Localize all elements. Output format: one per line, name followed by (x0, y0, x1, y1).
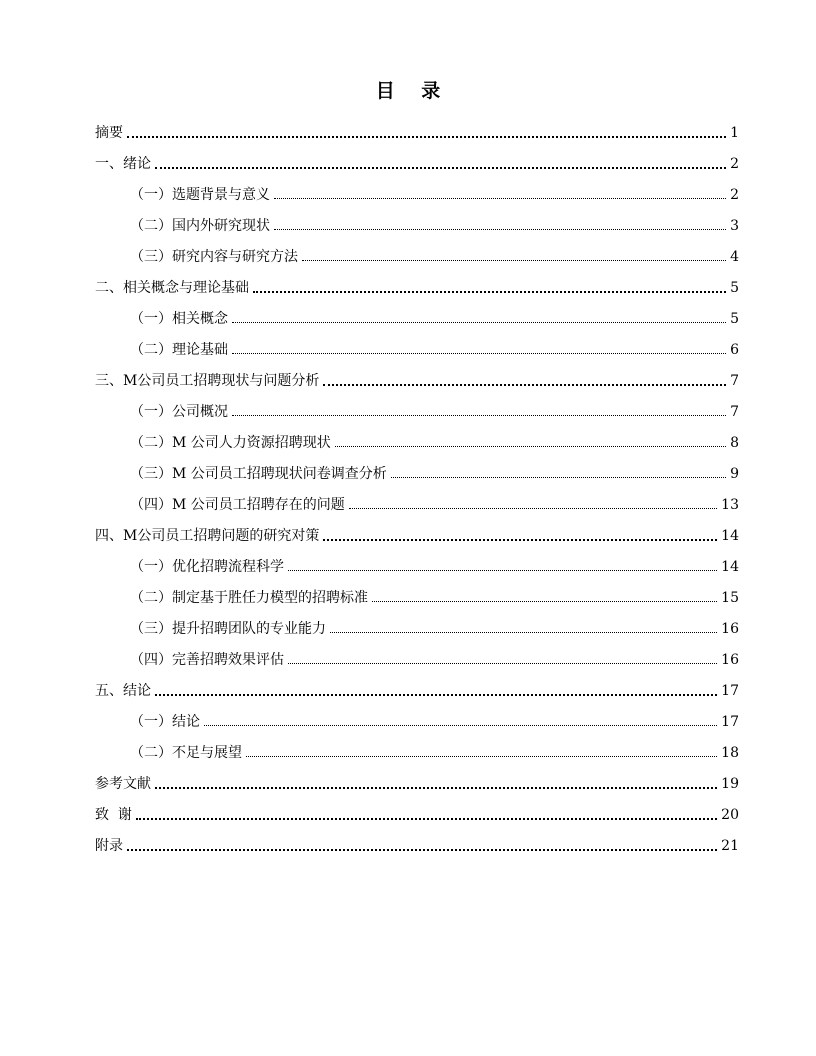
toc-entry-label: （一）结论 (130, 714, 200, 730)
toc-entry[interactable] (95, 765, 739, 796)
toc-entry-label: （二）M 公司人力资源招聘现状 (130, 435, 331, 451)
toc-entry-label: （一）选题背景与意义 (130, 187, 270, 203)
page-title: 目 录 (375, 80, 441, 102)
toc-entry-label: 一、绪论 (95, 156, 151, 172)
toc-entry[interactable] (95, 517, 739, 548)
toc-page-number: 6 (730, 342, 739, 358)
toc-entry[interactable] (95, 300, 739, 331)
toc-page-number: 7 (730, 404, 739, 420)
toc-page-number: 8 (730, 435, 739, 451)
dot-leader (136, 817, 717, 820)
toc-entry-label: （一）公司概况 (130, 404, 228, 420)
toc-entry-label: 四、M公司员工招聘问题的研究对策 (95, 528, 320, 544)
toc-entry-label: （二）制定基于胜任力模型的招聘标准 (130, 590, 368, 606)
toc-entry[interactable] (95, 796, 739, 827)
toc-entry-label: （一）相关概念 (130, 311, 228, 327)
toc-entry-label: （三）M 公司员工招聘现状问卷调查分析 (130, 466, 387, 482)
toc-entry-label: 致 谢 (95, 807, 132, 823)
dot-leader (330, 631, 717, 633)
dot-leader (335, 445, 726, 447)
toc-entry[interactable] (95, 455, 739, 486)
toc-entry-label: （二）理论基础 (130, 342, 228, 358)
toc-entry-label: （四）M 公司员工招聘存在的问题 (130, 497, 345, 513)
toc-page-number: 17 (721, 683, 739, 699)
toc-entry-label: （二）国内外研究现状 (130, 218, 270, 234)
toc-entry-label: （三）提升招聘团队的专业能力 (130, 621, 326, 637)
toc-entry[interactable] (95, 331, 739, 362)
toc-entry[interactable] (95, 610, 739, 641)
toc-page-number: 21 (721, 838, 739, 854)
dot-leader (288, 662, 717, 664)
toc-entry-label: 五、结论 (95, 683, 151, 699)
toc-page-number: 16 (721, 652, 739, 668)
dot-leader (204, 724, 717, 726)
toc-entry[interactable] (95, 579, 739, 610)
toc-entry-label: （一）优化招聘流程科学 (130, 559, 284, 575)
toc-entry[interactable] (95, 486, 739, 517)
toc-entry[interactable] (95, 734, 739, 765)
dot-leader (155, 786, 717, 789)
toc-entry[interactable] (95, 672, 739, 703)
dot-leader (391, 476, 726, 478)
table-of-contents (95, 114, 739, 858)
toc-entry[interactable] (95, 424, 739, 455)
toc-page-number: 15 (721, 590, 739, 606)
toc-entry-label: 参考文献 (95, 776, 151, 792)
toc-entry[interactable] (95, 703, 739, 734)
toc-page-number: 4 (730, 249, 739, 265)
toc-entry[interactable] (95, 145, 739, 176)
toc-page-number: 16 (721, 621, 739, 637)
toc-page-number: 14 (721, 528, 739, 544)
dot-leader (232, 352, 726, 354)
toc-entry[interactable] (95, 393, 739, 424)
toc-entry[interactable] (95, 238, 739, 269)
toc-entry[interactable] (95, 207, 739, 238)
toc-page-number: 14 (721, 559, 739, 575)
dot-leader (232, 321, 726, 323)
toc-entry[interactable] (95, 176, 739, 207)
toc-page-number: 2 (730, 187, 739, 203)
toc-entry-label: （四）完善招聘效果评估 (130, 652, 284, 668)
toc-page-number: 18 (721, 745, 739, 761)
dot-leader (274, 197, 726, 199)
dot-leader (323, 383, 726, 386)
toc-page-number: 3 (730, 218, 739, 234)
dot-leader (253, 290, 726, 293)
dot-leader (349, 507, 717, 509)
toc-page-number: 2 (730, 156, 739, 172)
toc-page-number: 5 (730, 280, 739, 296)
dot-leader (274, 228, 726, 230)
toc-entry-label: 三、M公司员工招聘现状与问题分析 (95, 373, 320, 389)
dot-leader (155, 166, 726, 169)
toc-page-number: 9 (730, 466, 739, 482)
dot-leader (246, 755, 717, 757)
dot-leader (302, 259, 726, 261)
toc-entry[interactable] (95, 269, 739, 300)
toc-entry-label: （三）研究内容与研究方法 (130, 249, 298, 265)
dot-leader (127, 135, 726, 138)
dot-leader (155, 693, 717, 696)
dot-leader (127, 848, 717, 851)
dot-leader (372, 600, 717, 602)
toc-page-number: 5 (730, 311, 739, 327)
toc-entry-label: 附录 (95, 838, 123, 854)
toc-page-number: 7 (730, 373, 739, 389)
toc-entry[interactable] (95, 362, 739, 393)
toc-page-number: 17 (721, 714, 739, 730)
toc-entry[interactable] (95, 641, 739, 672)
toc-entry[interactable] (95, 548, 739, 579)
toc-entry[interactable] (95, 827, 739, 858)
toc-page-number: 13 (721, 497, 739, 513)
toc-page-number: 19 (721, 776, 739, 792)
toc-entry[interactable] (95, 114, 739, 145)
dot-leader (323, 538, 717, 541)
toc-page-number: 20 (721, 807, 739, 823)
toc-entry-label: 摘要 (95, 125, 123, 141)
toc-page-number: 1 (730, 125, 739, 141)
dot-leader (232, 414, 726, 416)
dot-leader (288, 569, 717, 571)
toc-entry-label: （二）不足与展望 (130, 745, 242, 761)
toc-entry-label: 二、相关概念与理论基础 (95, 280, 249, 296)
